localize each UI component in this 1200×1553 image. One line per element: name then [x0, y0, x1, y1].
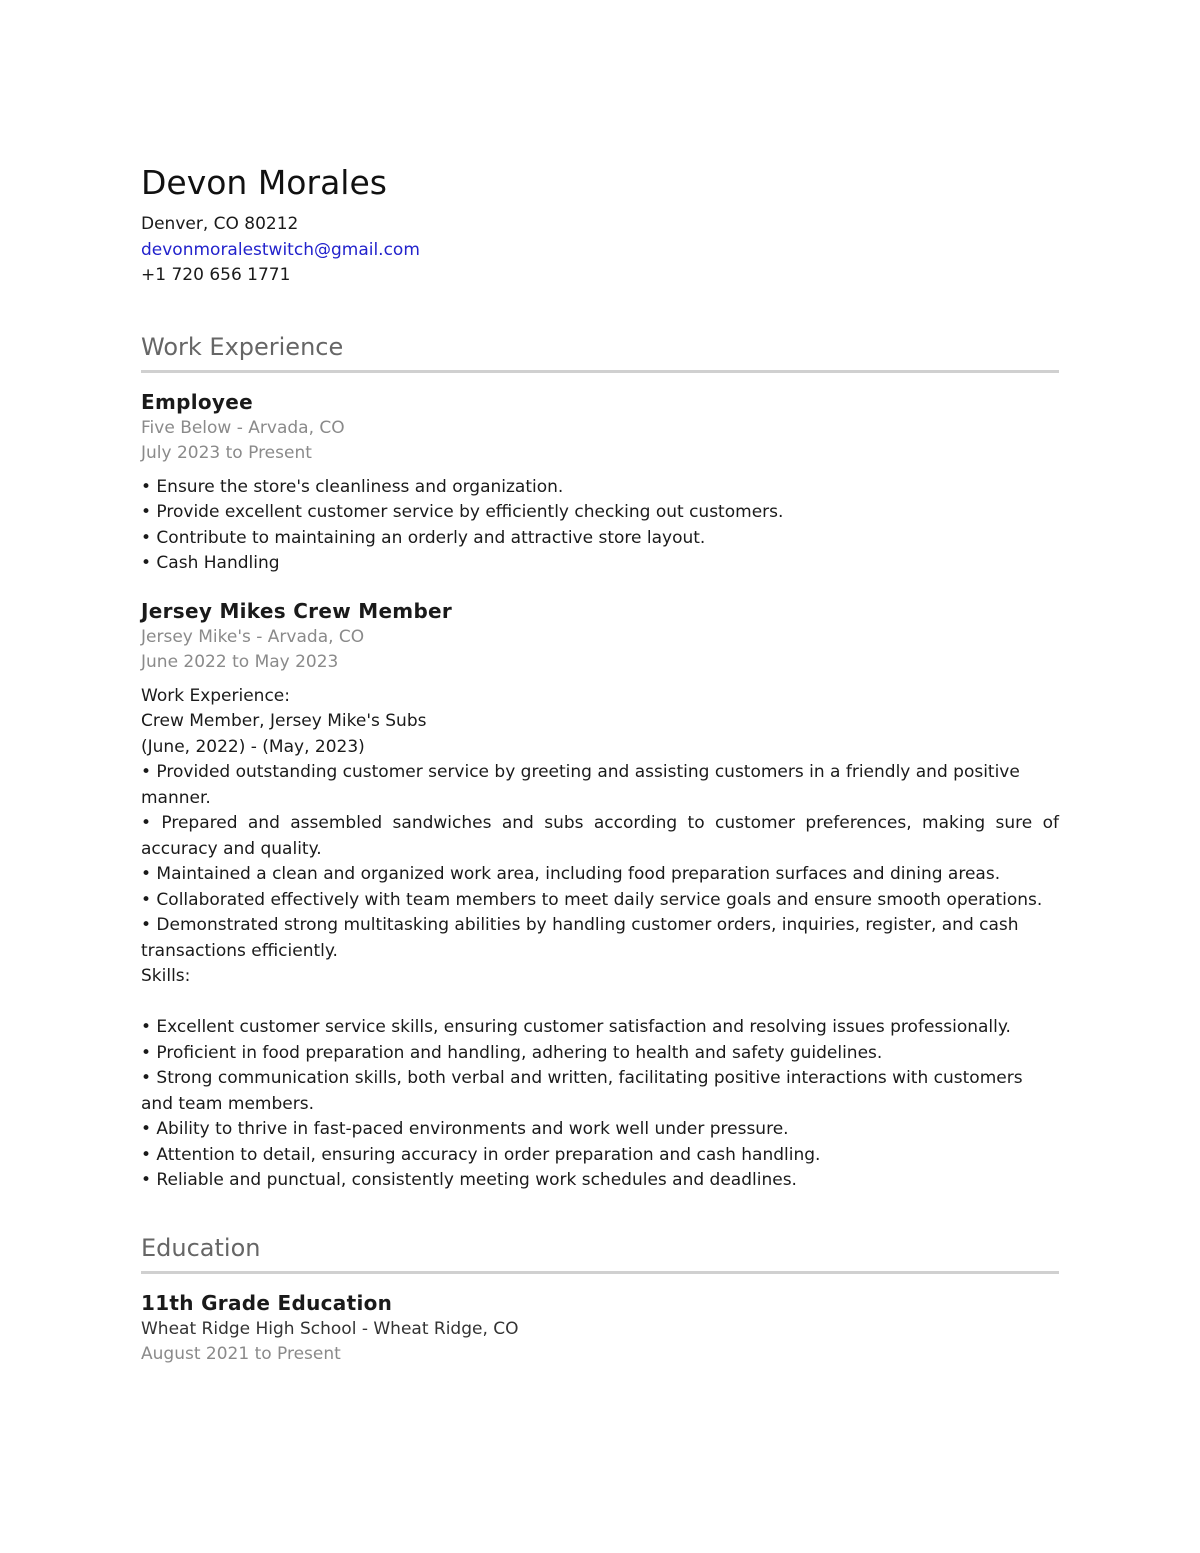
job-company: Five Below - Arvada, CO	[141, 417, 345, 438]
education-dates: August 2021 to Present	[141, 1344, 341, 1364]
job-dates: June 2022 to May 2023	[141, 652, 339, 672]
job-description	[141, 684, 1059, 1194]
description-line: • Attention to detail, ensuring accuracy in order preparation and cash handling.	[141, 1144, 821, 1165]
description-line: • Prepared and assembled sandwiches and subs according to customer preferences, making sure of accuracy and quality.	[141, 813, 1059, 859]
resume-content	[141, 158, 1059, 1368]
list-item: • Provide excellent customer service by efficiently checking out customers.	[141, 502, 784, 522]
section-title-work-experience: Work Experience	[141, 330, 1059, 373]
job-entry	[141, 597, 1059, 1194]
job-title: Jersey Mikes Crew Member	[141, 598, 453, 623]
description-line: • Maintained a clean and organized work area, including food preparation surfaces and dining areas.	[141, 864, 1001, 884]
job-company: Jersey Mike's - Arvada, CO	[141, 626, 365, 647]
job-entry	[141, 388, 1059, 577]
description-line: (June, 2022) - (May, 2023)	[141, 736, 365, 757]
description-line: Crew Member, Jersey Mike's Subs	[141, 711, 427, 731]
description-line: Work Experience:	[141, 685, 290, 706]
location: Denver, CO 80212	[141, 214, 299, 234]
contact-block	[141, 212, 1059, 289]
list-item: • Ensure the store's cleanliness and organization.	[141, 476, 564, 497]
list-item: • Contribute to maintaining an orderly and attractive store layout.	[141, 527, 706, 548]
description-line: • Collaborated effectively with team members to meet daily service goals and ensure smooth operations.	[141, 889, 1043, 910]
list-item: • Cash Handling	[141, 553, 280, 573]
degree-title: 11th Grade Education	[141, 1290, 393, 1315]
job-title: Employee	[141, 389, 253, 414]
description-line: • Reliable and punctual, consistently meeting work schedules and deadlines.	[141, 1170, 797, 1190]
description-line: • Ability to thrive in fast-paced environments and work well under pressure.	[141, 1119, 789, 1139]
school-name: Wheat Ridge High School - Wheat Ridge, CO	[141, 1318, 519, 1339]
description-line: • Demonstrated strong multitasking abilities by handling customer orders, inquiries, register, and cash transactions efficiently.	[141, 915, 1019, 961]
job-bullets	[141, 475, 1059, 577]
description-line: • Proficient in food preparation and handling, adhering to health and safety guidelines.	[141, 1042, 883, 1063]
candidate-name: Devon Morales	[141, 163, 387, 202]
description-line: • Excellent customer service skills, ensuring customer satisfaction and resolving issues professionally.	[141, 1017, 1011, 1037]
description-line: • Strong communication skills, both verbal and written, facilitating positive interactions with customers and team members.	[141, 1068, 1023, 1114]
description-line: • Provided outstanding customer service by greeting and assisting customers in a friendly and positive manner.	[141, 762, 1020, 808]
job-dates: July 2023 to Present	[141, 443, 312, 463]
description-line: Skills:	[141, 966, 191, 986]
section-title-education: Education	[141, 1231, 1059, 1274]
email-link[interactable]: devonmoralestwitch@gmail.com	[141, 239, 420, 260]
phone: +1 720 656 1771	[141, 265, 291, 285]
description-line	[141, 990, 1059, 1016]
education-entry	[141, 1289, 1059, 1368]
